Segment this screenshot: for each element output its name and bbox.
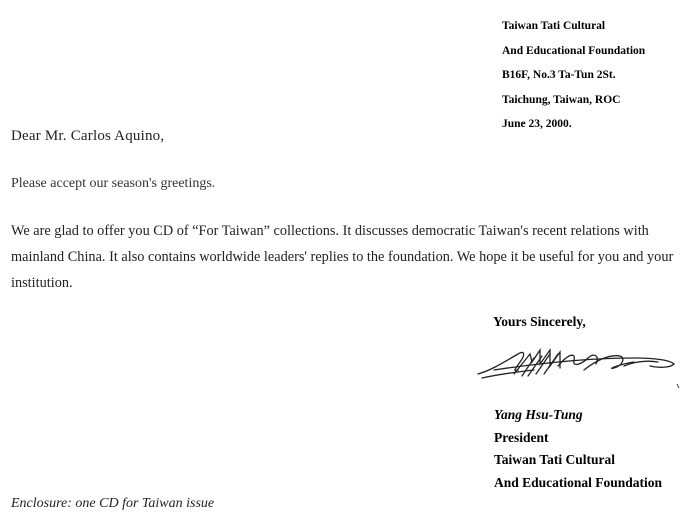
letterhead-address-line1: B16F, No.3 Ta-Tun 2St. xyxy=(502,69,616,81)
letter-date: June 23, 2000. xyxy=(502,118,572,130)
signer-org-line2: And Educational Foundation xyxy=(494,474,663,490)
enclosure-note: Enclosure: one CD for Taiwan issue xyxy=(11,496,215,511)
letterhead-org-line1: Taiwan Tati Cultural xyxy=(502,20,606,32)
handwritten-signature-icon xyxy=(474,340,689,392)
salutation: Dear Mr. Carlos Aquino, xyxy=(11,128,165,144)
greeting-paragraph: Please accept our season's greetings. xyxy=(11,176,216,191)
signer-title: President xyxy=(494,429,549,445)
closing: Yours Sincerely, xyxy=(493,314,586,329)
signature-block xyxy=(494,404,662,494)
letterhead xyxy=(502,14,645,137)
body-paragraph: We are glad to offer you CD of “For Taiwan” collections. It discusses democratic Taiwan's recent relations with mainland China. It also contains worldwide leaders' replies to the foundation. We hope it be useful for you and your institution. xyxy=(11,223,674,291)
signer-name: Yang Hsu-Tung xyxy=(494,407,583,422)
letterhead-org-line2: And Educational Foundation xyxy=(502,44,646,57)
letterhead-address-line2: Taichung, Taiwan, ROC xyxy=(502,93,621,106)
signer-org-line1: Taiwan Tati Cultural xyxy=(494,452,616,467)
